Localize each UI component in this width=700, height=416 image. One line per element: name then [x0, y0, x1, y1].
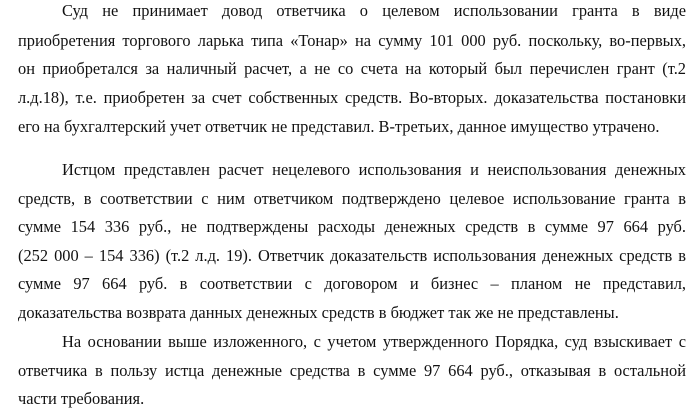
paragraph-3-line-2: ответчика в пользу истца денежные средства в сумме 97 664 руб., отказывая в остальной — [18, 361, 686, 380]
paragraph-2-line-4: (252 000 – 154 336) (т.2 л.д. 19). Ответчик доказательств использования денежных средств в — [18, 246, 686, 265]
paragraph-2-line-3: сумме 154 336 руб., не подтверждены расходы денежных средств в сумме 97 664 руб. — [18, 217, 686, 236]
paragraph-2-line-2: средств, в соответствии с ним ответчиком подтверждено целевое использование гранта в — [18, 189, 686, 208]
paragraph-1-line-1: Суд не принимает довод ответчика о целевом использовании гранта в виде — [62, 1, 686, 20]
paragraph-2-line-5: сумме 97 664 руб. в соответствии с договором и бизнес – планом не представил, — [18, 274, 686, 293]
paragraph-2-line-6: доказательства возврата данных денежных средств в бюджет так же не представлены. — [18, 303, 619, 322]
paragraph-2-line-1: Истцом представлен расчет нецелевого использования и неиспользования денежных — [62, 160, 686, 179]
paragraph-3-line-3: части требования. — [18, 389, 145, 408]
paragraph-1-line-2: приобретения торгового ларька типа «Тонар» на сумму 101 000 руб. поскольку, во-первых, — [18, 31, 686, 50]
paragraph-1-line-4: л.д.18), т.е. приобретен за счет собственных средств. Во-вторых. доказательства постановки — [18, 88, 686, 107]
paragraph-1-line-5: его на бухгалтерский учет ответчик не представил. В-третьих, данное имущество утрачено. — [18, 117, 660, 136]
paragraph-3-line-1: На основании выше изложенного, с учетом утвержденного Порядка, суд взыскивает с — [62, 332, 686, 351]
paragraph-1-line-3: он приобретался за наличный расчет, а не со счета на который был перечислен грант (т.2 — [18, 59, 686, 78]
